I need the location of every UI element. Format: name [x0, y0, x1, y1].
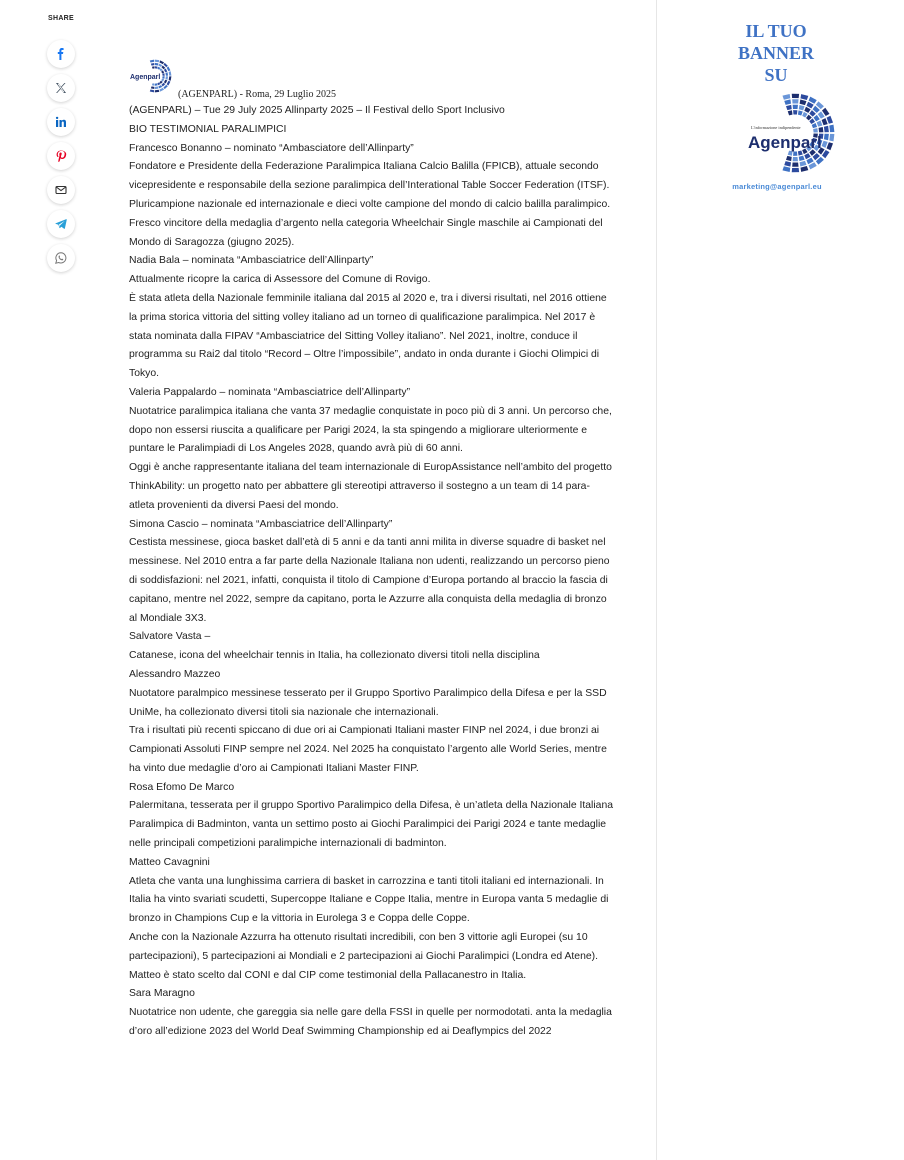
article-paragraph: Tra i risultati più recenti spiccano di due ori ai Campionati Italiani master FINP nel 2024, i due bronzi ai Campionati Assoluti FINP sempre nel 2024. Nel 2025 ha conquistato l’argento alle World Series, mentre ha vinto due medaglie d’oro ai Campionati Italiani Master FINP. [129, 725, 607, 774]
telegram-icon [55, 218, 67, 230]
agenparl-logo [717, 93, 841, 179]
article-paragraph: Atleta che vanta una lunghissima carriera di basket in carrozzina e tanti titoli italiani ed internazionali. In Italia ha vinto svariati scudetti, Supercoppe Italiane e Coppe Italia, mentre in Europa vanta 5 medaglie di bronzo in Champions Cup e la vittoria in Eurolega 3 e Coppa delle Coppe. [129, 875, 609, 925]
agenparl-small-logo [129, 58, 176, 94]
article-paragraph: È stata atleta della Nazionale femminile italiana dal 2015 al 2020 e, tra i diversi risultati, nel 2016 ottiene la prima storica vittoria del sitting volley italiano ad un torneo di qualificazione paralimpica. Nel 2017 è stata nominata dalla FIPAV “Ambasciatrice del Sitting Volley italiano”. Nel 2021, inoltre, conduce il programma su Rai2 dal titolo “Record – Oltre l’impossibile”, andato in onda durante i Giochi Olimpici di Tokyo. [129, 292, 607, 380]
article-paragraph: Alessandro Mazzeo [129, 668, 221, 680]
article-paragraph: Oggi è anche rappresentante italiana del team internazionale di EuropAssistance nell’ambito del progetto ThinkAbility: un progetto nato per abbattere gli stereotipi attraverso il sostegno a un team di 14 para-atleta provenienti da diversi Paesi del mondo. [129, 462, 612, 511]
article-paragraph: Simona Cascio – nominata “Ambasciatrice dell’Allinparty” [129, 518, 393, 530]
article-paragraph: Catanese, icona del wheelchair tennis in Italia, ha collezionato diversi titoli nella disciplina [129, 650, 540, 662]
article-body [129, 58, 615, 1042]
banner-line-2: BANNER [737, 43, 814, 63]
article-paragraph: Fondatore e Presidente della Federazione Paralimpica Italiana Calcio Balilla (FPICB), attuale secondo vicepresidente e responsabile della sezione paralimpica dell’Interational Table Soccer Federation (ITSF). [129, 161, 610, 192]
svg-text:Agenparl: Agenparl [748, 133, 822, 152]
share-linkedin-button[interactable] [47, 108, 75, 136]
share-telegram-button[interactable] [47, 210, 75, 238]
pinterest-icon [55, 150, 67, 162]
article-paragraph: Anche con la Nazionale Azzurra ha ottenuto risultati incredibili, con ben 3 vittorie agli Europei (su 10 partecipazioni), 5 partecipazioni ai Mondiali e 2 partecipazioni ai Giochi Paralimpici (Londra ed Atene). [129, 932, 598, 962]
share-whatsapp-button[interactable] [47, 244, 75, 272]
article-paragraph: Palermitana, tesserata per il gruppo Sportivo Paralimpico della Difesa, è un’atleta della Nazionale Italiana Paralimpica di Badminton, vanta un settimo posto ai Giochi Paralimpici dei Parigi 2024 e tante medaglie nelle principali competizioni paralimpiche internazionali di badminton. [129, 800, 614, 850]
article-paragraph: Cestista messinese, gioca basket dall’età di 5 anni e da tanti anni milita in diverse squadre di basket nel messinese. Nel 2010 entra a far parte della Nazionale Italiana non udenti, realizzando un percorso pieno di soddisfazioni: nel 2021, infatti, conquista il titolo di Campione d’Europa portando al braccio la fascia di capitano, mentre nel 2022, sempre da capitano, porta le Azzurre alla conquista della medaglia di bronzo al Mondiale 3X3. [129, 537, 610, 624]
linkedin-icon [55, 116, 67, 128]
article-paragraph: Sara Maragno [129, 988, 195, 1000]
share-facebook-button[interactable] [47, 40, 75, 68]
article-paragraph: Salvatore Vasta – [129, 631, 211, 643]
article-paragraph: Matteo Cavagnini [129, 856, 210, 868]
whatsapp-icon [55, 252, 67, 264]
svg-text:Agenparl: Agenparl [130, 74, 161, 81]
banner-line-3: SU [764, 65, 788, 85]
article-paragraph: BIO TESTIMONIAL PARALIMPICI [129, 123, 287, 135]
svg-text:L'informazione indipendente: L'informazione indipendente [751, 125, 801, 130]
banner-line-1: IL TUO [745, 21, 807, 41]
article-paragraph: (AGENPARL) – Tue 29 July 2025 Allinparty 2025 – Il Festival dello Sport Inclusivo [129, 105, 505, 116]
agenparl-banner-ad[interactable] [712, 20, 840, 200]
article-paragraph: Pluricampione nazionale ed internazionale e dieci volte campione del mondo di calcio balilla paralimpico. Fresco vincitore della medaglia d’argento nella categoria Wheelchair Single maschile ai Campionati del Mondo di Saragozza (giugno 2025). [129, 198, 611, 248]
share-email-button[interactable] [47, 176, 75, 204]
dateline: (AGENPARL) - Roma, 29 Luglio 2025 [178, 89, 336, 100]
article-paragraph: Nuotatore paralmpico messinese tesserato per il Gruppo Sportivo Paralimpico della Difesa e per la SSD UniMe, ha collezionato diversi titoli sia nazionale che internazionali. [129, 687, 607, 718]
article-paragraph: Attualmente ricopre la carica di Assessore del Comune di Rovigo. [129, 274, 431, 286]
share-label: SHARE [48, 15, 75, 22]
article-paragraphs [129, 102, 615, 1042]
x-icon [55, 82, 67, 94]
column-divider [656, 0, 657, 1160]
article-paragraph: Rosa Efomo De Marco [129, 781, 235, 793]
article-paragraph: Nadia Bala – nominata “Ambasciatrice dell’Allinparty” [129, 255, 374, 267]
email-icon [55, 184, 67, 196]
share-x-button[interactable] [47, 74, 75, 102]
banner-email: marketing@agenparl.eu [732, 182, 822, 191]
article-paragraph: Matteo è stato scelto dal CONI e dal CIP come testimonial della Pallacanestro in Italia. [129, 969, 527, 981]
article-paragraph: Nuotatrice non udente, che gareggia sia nelle gare della FSSI in quelle per normodotati. anta la medaglia d’oro all’edizione 2023 del World Deaf Swimming Championship ed ai Deaflympics del 2022 [129, 1007, 612, 1038]
facebook-icon [55, 48, 67, 60]
article-header [129, 58, 615, 102]
share-pinterest-button[interactable] [47, 142, 75, 170]
article-paragraph: Nuotatrice paralimpica italiana che vanta 37 medaglie conquistate in poco più di 3 anni. Un percorso che, dopo non essersi riuscita a qualificare per Parigi 2024, la sta spingendo a migliorare ulteriormente e puntare le Paralimpiadi di Los Angeles 2028, quando avrà più di 60 anni. [129, 405, 612, 455]
article-paragraph: Francesco Bonanno – nominato “Ambasciatore dell’Allinparty” [129, 142, 414, 154]
article-paragraph: Valeria Pappalardo – nominata “Ambasciatrice dell’Allinparty” [129, 386, 411, 398]
share-buttons [47, 40, 75, 278]
